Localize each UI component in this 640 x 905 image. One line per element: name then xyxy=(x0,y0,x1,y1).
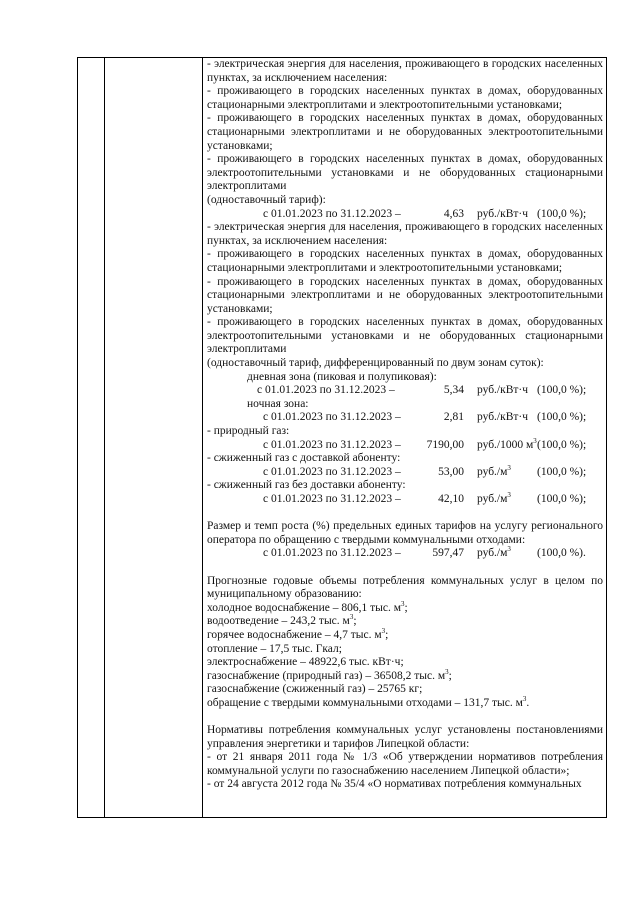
tariff-percent: (100,0 %); xyxy=(537,493,587,505)
tariff-row xyxy=(207,384,603,398)
tariff-percent: (100,0 %); xyxy=(537,207,587,220)
tariff-row xyxy=(207,547,603,561)
tariff-row xyxy=(207,436,603,453)
superscript: 3 xyxy=(533,436,537,445)
volume-text: водоотведение – 243,2 тыс. м xyxy=(207,615,350,628)
superscript: 3 xyxy=(445,667,449,676)
tariff-unit: руб./кВт·ч xyxy=(477,207,529,220)
punct: ; xyxy=(404,601,408,614)
volume-gas-natural xyxy=(207,667,603,684)
period-label: с 01.01.2023 по 31.12.2023 – xyxy=(263,207,401,220)
column-divider xyxy=(104,58,105,817)
period-label: с 01.01.2023 по 31.12.2023 – xyxy=(263,547,401,560)
period-label: с 01.01.2023 по 31.12.2023 – xyxy=(263,438,401,451)
punct: ; xyxy=(448,669,452,682)
electricity-urban-paragraph: - проживающего в городских населенных пунктах в домах, оборудованных стационарными электроплитами и электроотопительными установками; xyxy=(207,85,603,111)
tariff-cell xyxy=(207,58,603,816)
unit-text: руб./м xyxy=(477,547,508,560)
superscript: 3 xyxy=(381,626,386,635)
electricity-urban-paragraph: - проживающего в городских населенных пунктах в домах, оборудованных электроотопительными установками и не оборудованных стационарными электроплитами xyxy=(207,153,603,193)
tariff-percent: (100,0 %). xyxy=(537,547,586,560)
unit-text: руб./м xyxy=(477,465,508,478)
punct: ; xyxy=(353,615,357,628)
electricity-urban-paragraph: (одноставочный тариф, дифференцированный по двум зонам суток): xyxy=(207,357,544,370)
tariff-value: 7190,00 xyxy=(426,438,464,451)
tariff-value: 597,47 xyxy=(432,547,464,560)
tariff-percent: (100,0 %); xyxy=(537,438,587,451)
superscript: 3 xyxy=(349,613,354,622)
tariff-unit xyxy=(477,547,511,561)
volume-cold-water xyxy=(207,599,603,616)
tariff-unit xyxy=(477,436,537,453)
lpg-nodelivery-label: - сжиженный газ без доставки абоненту: xyxy=(207,479,406,492)
tariff-value: 2,81 xyxy=(443,411,464,424)
period-label: с 01.01.2023 по 31.12.2023 – xyxy=(257,384,395,397)
electricity-urban-paragraph: - проживающего в городских населенных пунктах в домах, оборудованных стационарными электроплитами и не оборудованных электроотопительными установками; xyxy=(207,275,603,315)
tariff-value: 5,34 xyxy=(443,384,464,397)
column-divider xyxy=(202,58,203,817)
waste-tariff-paragraph: Размер и темп роста (%) предельных единых тарифов на услугу регионального оператора по обращению с твердыми коммунальными отходами: xyxy=(207,520,603,546)
night-zone-label: ночная зона: xyxy=(247,397,309,410)
tariff-value: 4,63 xyxy=(443,207,464,220)
tariff-unit: руб./кВт·ч xyxy=(477,384,529,397)
tariff-unit xyxy=(477,463,511,480)
tariff-row xyxy=(207,493,603,507)
volume-text: холодное водоснабжение – 806,1 тыс. м xyxy=(207,601,401,614)
superscript: 3 xyxy=(522,694,527,703)
tariff-row xyxy=(207,208,603,222)
electricity-urban-paragraph: - электрическая энергия для населения, проживающего в городских населенных пунктах, за исключением населения: xyxy=(207,58,603,84)
volume-heating: отопление – 17,5 тыс. Гкал; xyxy=(207,642,342,655)
electricity-urban-paragraph: - проживающего в городских населенных пунктах в домах, оборудованных стационарными электроплитами и электроотопительными установками; xyxy=(207,248,603,274)
electricity-urban-paragraph: (одноставочный тариф): xyxy=(207,193,326,206)
period-label: с 01.01.2023 по 31.12.2023 – xyxy=(263,493,401,505)
electricity-urban-paragraph: - электрическая энергия для населения, проживающего в городских населенных пунктах, за исключением населения: xyxy=(207,221,603,247)
day-zone-label: дневная зона (пиковая и полупиковая): xyxy=(247,370,437,383)
volume-electricity: электроснабжение – 48922,6 тыс. кВт·ч; xyxy=(207,656,404,669)
tariff-percent: (100,0 %); xyxy=(537,384,587,397)
unit-text: руб./м xyxy=(477,493,508,505)
volume-waste xyxy=(207,694,603,711)
natural-gas-label: - природный газ: xyxy=(207,425,290,438)
period-label: с 01.01.2023 по 31.12.2023 – xyxy=(263,411,401,424)
norm-item: - от 21 января 2011 года № 1/3 «Об утверждении нормативов потребления коммунальной услуги по газоснабжению населением Липецкой области»; xyxy=(207,751,603,777)
punct: . xyxy=(526,696,530,709)
tariff-value: 42,10 xyxy=(438,493,464,505)
tariff-percent: (100,0 %); xyxy=(537,411,587,424)
tariff-row xyxy=(207,411,603,425)
norm-item: - от 24 августа 2012 года № 35/4 «О нормативах потребления коммунальных xyxy=(207,778,582,791)
superscript: 3 xyxy=(507,545,511,554)
tariff-unit: руб./кВт·ч xyxy=(477,411,529,424)
tariff-percent: (100,0 %); xyxy=(537,465,587,478)
unit-text: руб./1000 м xyxy=(477,438,534,451)
electricity-urban-paragraph: - проживающего в городских населенных пунктах в домах, оборудованных электроотопительными установками и не оборудованных стационарными электроплитами xyxy=(207,316,603,356)
volume-text: горячее водоснабжение – 4,7 тыс. м xyxy=(207,628,382,641)
volume-text: газоснабжение (природный газ) – 36508,2 тыс. м xyxy=(207,669,446,682)
superscript: 3 xyxy=(400,599,405,608)
lpg-delivery-label: - сжиженный газ с доставкой абоненту: xyxy=(207,452,401,465)
tariff-value: 53,00 xyxy=(438,465,464,478)
norms-paragraph: Нормативы потребления коммунальных услуг установлены постановлениями управления энергетики и тарифов Липецкой области: xyxy=(207,724,603,750)
tariff-unit xyxy=(477,493,511,507)
superscript: 3 xyxy=(507,463,511,472)
superscript: 3 xyxy=(507,491,511,499)
period-label: с 01.01.2023 по 31.12.2023 – xyxy=(263,465,401,478)
volume-text: обращение с твердыми коммунальными отходами – 131,7 тыс. м xyxy=(207,696,523,709)
volumes-intro: Прогнозные годовые объемы потребления коммунальных услуг в целом по муниципальному образованию: xyxy=(207,574,603,601)
tariff-row xyxy=(207,463,603,480)
volume-drainage xyxy=(207,615,603,629)
volume-gas-lpg: газоснабжение (сжиженный газ) – 25765 кг; xyxy=(207,683,423,696)
electricity-urban-paragraph: - проживающего в городских населенных пунктах в домах, оборудованных стационарными электроплитами и не оборудованных электроотопительными установками; xyxy=(207,112,603,152)
punct: ; xyxy=(385,628,389,641)
volume-hot-water xyxy=(207,626,603,643)
